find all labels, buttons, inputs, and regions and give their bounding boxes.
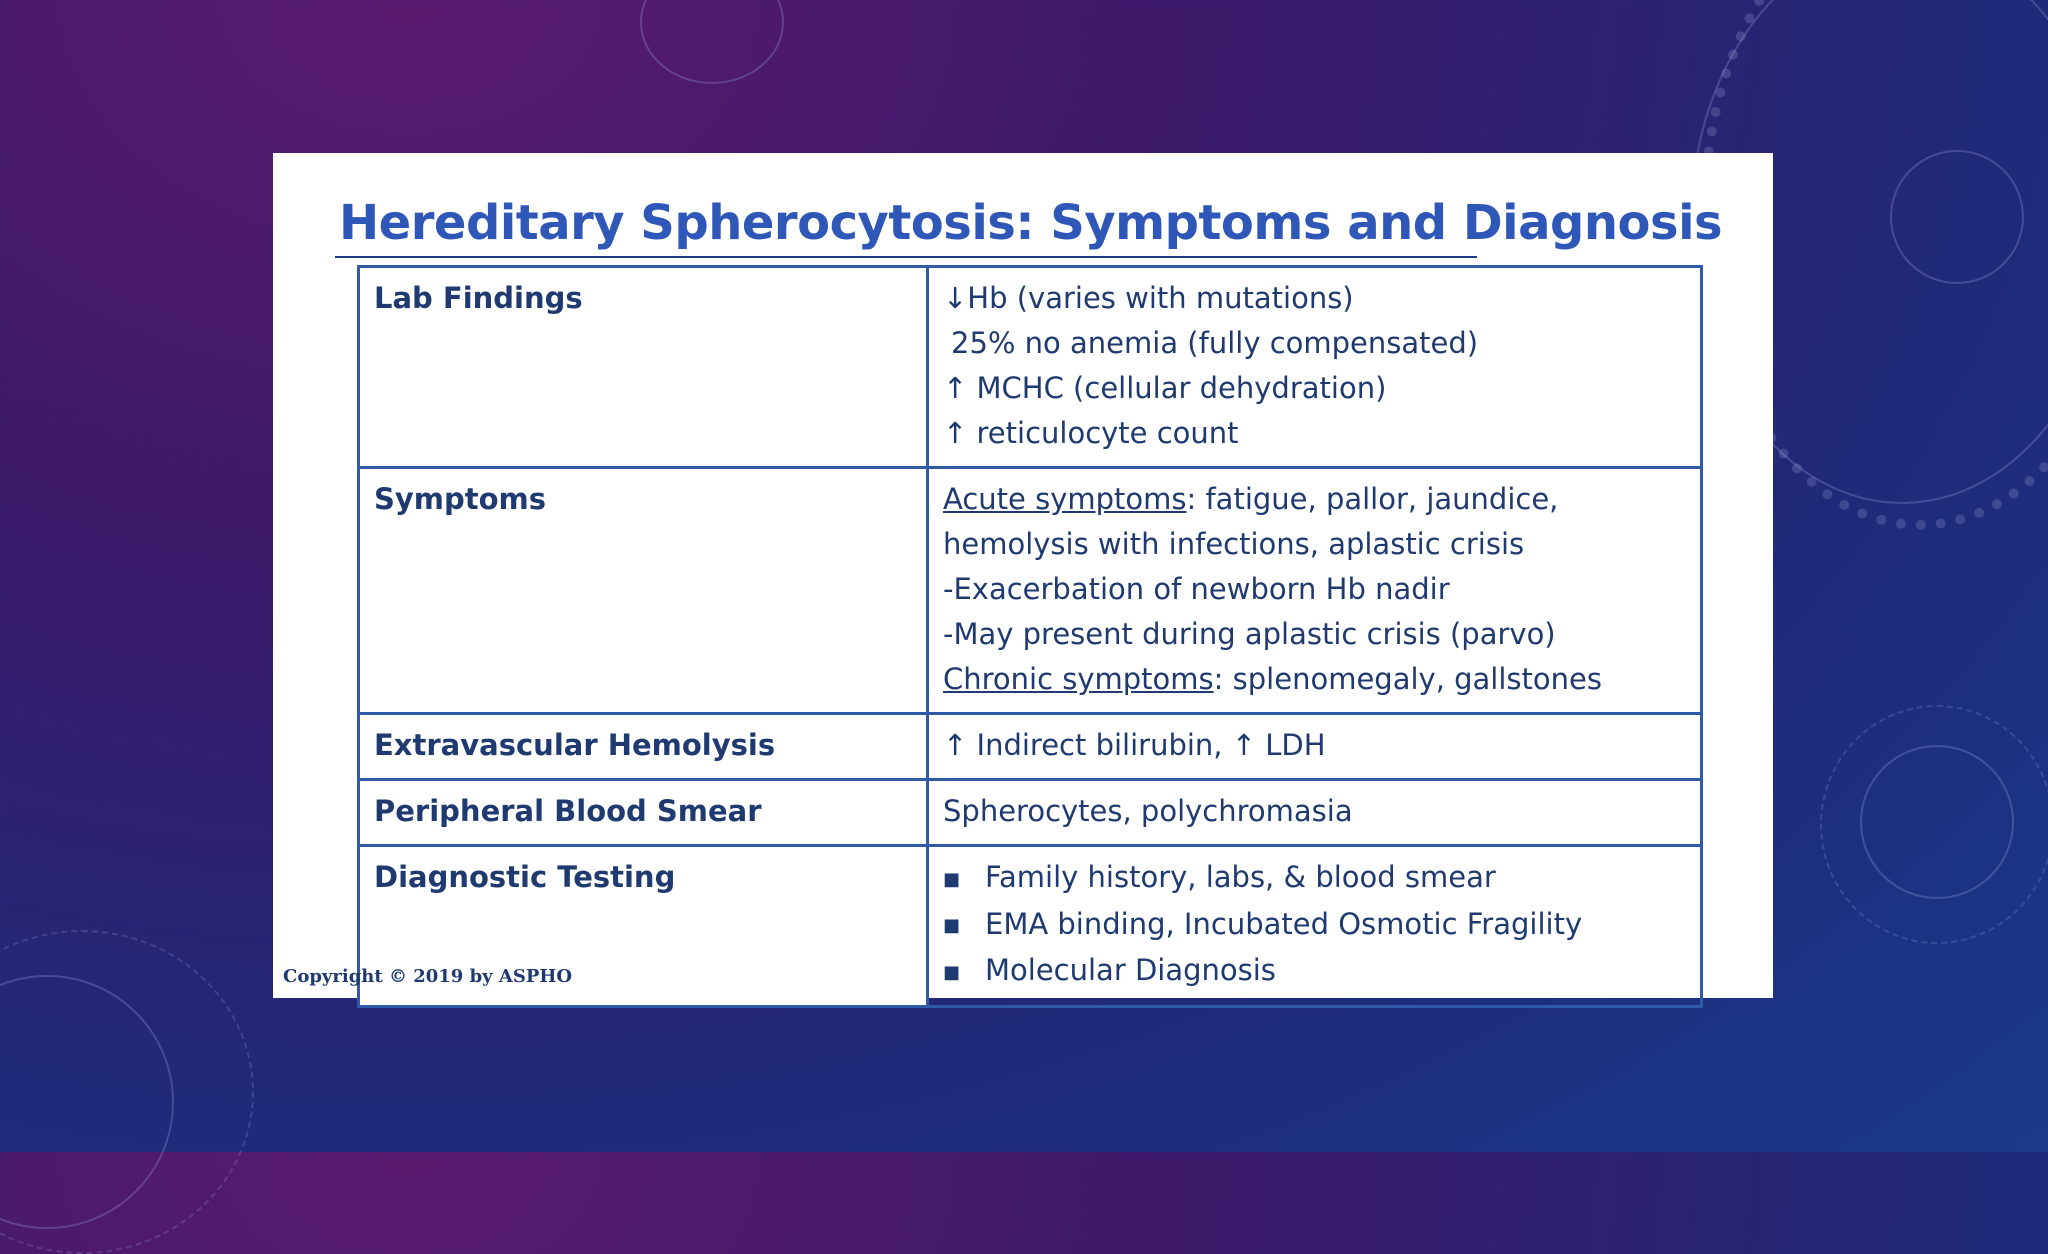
- slide-title: Hereditary Spherocytosis: Symptoms and Diagnosis: [339, 195, 1723, 251]
- smear-line: Spherocytes, polychromasia: [943, 794, 1353, 828]
- lab-finding-line: ↓Hb (varies with mutations): [943, 281, 1354, 315]
- chronic-symptoms-heading: Chronic symptoms: [943, 662, 1214, 696]
- diagnostic-bullet: [943, 948, 1686, 995]
- background-circle: [0, 930, 254, 1254]
- row-label: Diagnostic Testing: [359, 846, 928, 1007]
- row-content: [928, 468, 1702, 714]
- row-label: Symptoms: [359, 468, 928, 714]
- bullet-text: Molecular Diagnosis: [985, 953, 1276, 987]
- acute-symptoms-heading: Acute symptoms: [943, 482, 1187, 516]
- acute-symptoms-line: [943, 477, 1686, 522]
- background-circle: [640, 0, 784, 84]
- symptom-line: -May present during aplastic crisis (parvo): [943, 617, 1556, 651]
- diagnostic-bullet: [943, 855, 1686, 902]
- findings-table: [357, 265, 1703, 1008]
- table-row: [359, 468, 1702, 714]
- row-content: [928, 714, 1702, 780]
- slide-panel: [273, 153, 1773, 998]
- row-label: Lab Findings: [359, 267, 928, 468]
- row-label: Peripheral Blood Smear: [359, 780, 928, 846]
- diagnostic-bullet: [943, 902, 1686, 949]
- square-bullet-icon: ■: [943, 961, 961, 983]
- square-bullet-icon: ■: [943, 868, 961, 890]
- row-content: [928, 267, 1702, 468]
- chronic-symptoms-line: [943, 657, 1686, 702]
- copyright-notice: Copyright © 2019 by ASPHO: [283, 966, 573, 987]
- title-underline: [335, 256, 1477, 258]
- row-content: [928, 780, 1702, 846]
- lab-finding-line: ↑ reticulocyte count: [943, 416, 1239, 450]
- table-row: [359, 267, 1702, 468]
- acute-symptoms-text: : fatigue, pallor, jaundice,: [1186, 482, 1559, 516]
- symptom-line: hemolysis with infections, aplastic crisis: [943, 527, 1525, 561]
- background-circle: [1820, 705, 2048, 944]
- row-label: Extravascular Hemolysis: [359, 714, 928, 780]
- square-bullet-icon: ■: [943, 915, 961, 936]
- chronic-symptoms-text: : splenomegaly, gallstones: [1213, 662, 1602, 696]
- table-row: [359, 780, 1702, 846]
- lab-finding-line: 25% no anemia (fully compensated): [951, 326, 1479, 360]
- table-row: [359, 714, 1702, 780]
- symptom-line: -Exacerbation of newborn Hb nadir: [943, 572, 1450, 606]
- row-content: [928, 846, 1702, 1007]
- bullet-text: EMA binding, Incubated Osmotic Fragility: [985, 906, 1583, 941]
- lab-finding-line: ↑ MCHC (cellular dehydration): [943, 371, 1387, 405]
- hemolysis-line: ↑ Indirect bilirubin, ↑ LDH: [943, 728, 1326, 762]
- bullet-text: Family history, labs, & blood smear: [985, 860, 1496, 894]
